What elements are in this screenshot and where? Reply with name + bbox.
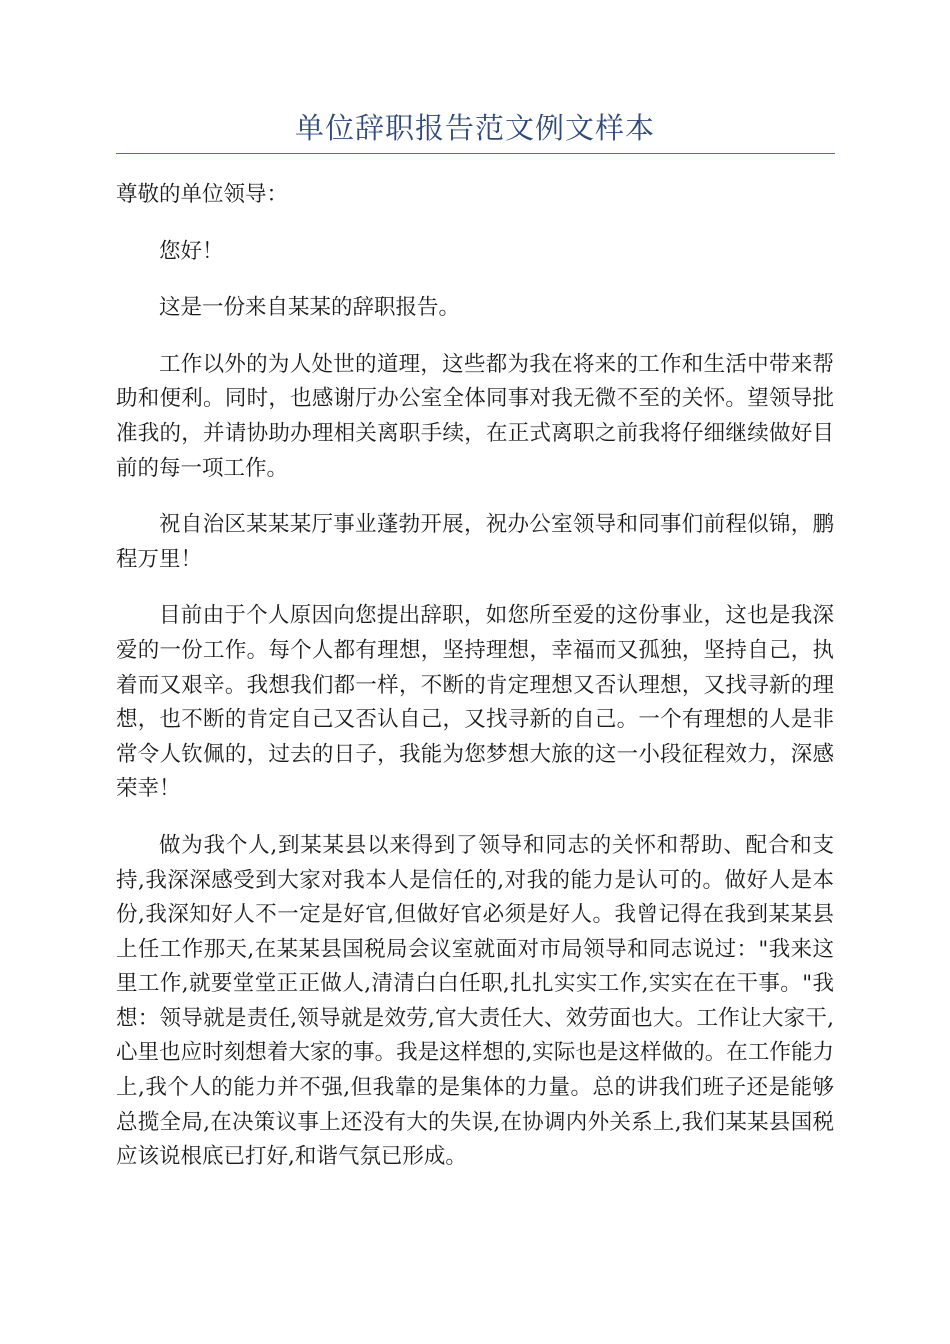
paragraph-intro: 这是一份来自某某的辞职报告。 [159,295,461,321]
title-underline-divider [116,153,835,154]
paragraph-thanks: 工作以外的为人处世的道理，这些都为我在将来的工作和生活中带来帮助和便利。同时，也感谢厅办公室全体同事对我无微不至的关怀。望领导批准我的，并请协助办理相关离职手续，在正式离职之前我将仔细继续做好目前的每一项工作。 [116,351,834,481]
paragraph-greeting: 您好！ [159,238,224,264]
salutation: 尊敬的单位领导： [116,182,289,207]
paragraph-reflection: 做为我个人,到某某县以来得到了领导和同志的关怀和帮助、配合和支持,我深深感受到大家对我本人是信任的,对我的能力是认可的。做好人是本份,我深知好人不一定是好官,但做好官必须是好人。我曾记得在我到某某县上任工作那天,在某某县国税局会议室就面对市局领导和同志说过："我来这里工作,就要堂堂正正做人,清清白白任职,扎扎实实工作,实实在在干事。"我想：领导就是责任,领导就是效劳,官大责任大、效劳面也大。工作让大家干,心里也应时刻想着大家的事。我是这样想的,实际也是这样做的。在工作能力上,我个人的能力并不强,但我靠的是集体的力量。总的讲我们班子还是能够总揽全局,在决策议事上还没有大的失误,在协调内外关系上,我们某某县国税应该说根底已打好,和谐气氛已形成。 [116,832,834,1170]
document-title: 单位辞职报告范文例文样本 [294,111,655,145]
paragraph-reason: 目前由于个人原因向您提出辞职，如您所至爱的这份事业，这也是我深爱的一份工作。每个人都有理想，坚持理想，幸福而又孤独，坚持自己，执着而又艰辛。我想我们都一样，不断的肯定理想又否认理想，又找寻新的理想，也不断的肯定自己又否认自己，又找寻新的自己。一个有理想的人是非常令人钦佩的，过去的日子，我能为您梦想大旅的这一小段征程效力，深感荣幸！ [116,603,834,802]
paragraph-wishes: 祝自治区某某某厅事业蓬勃开展，祝办公室领导和同事们前程似锦，鹏程万里！ [116,512,834,572]
document-body [116,178,834,1197]
